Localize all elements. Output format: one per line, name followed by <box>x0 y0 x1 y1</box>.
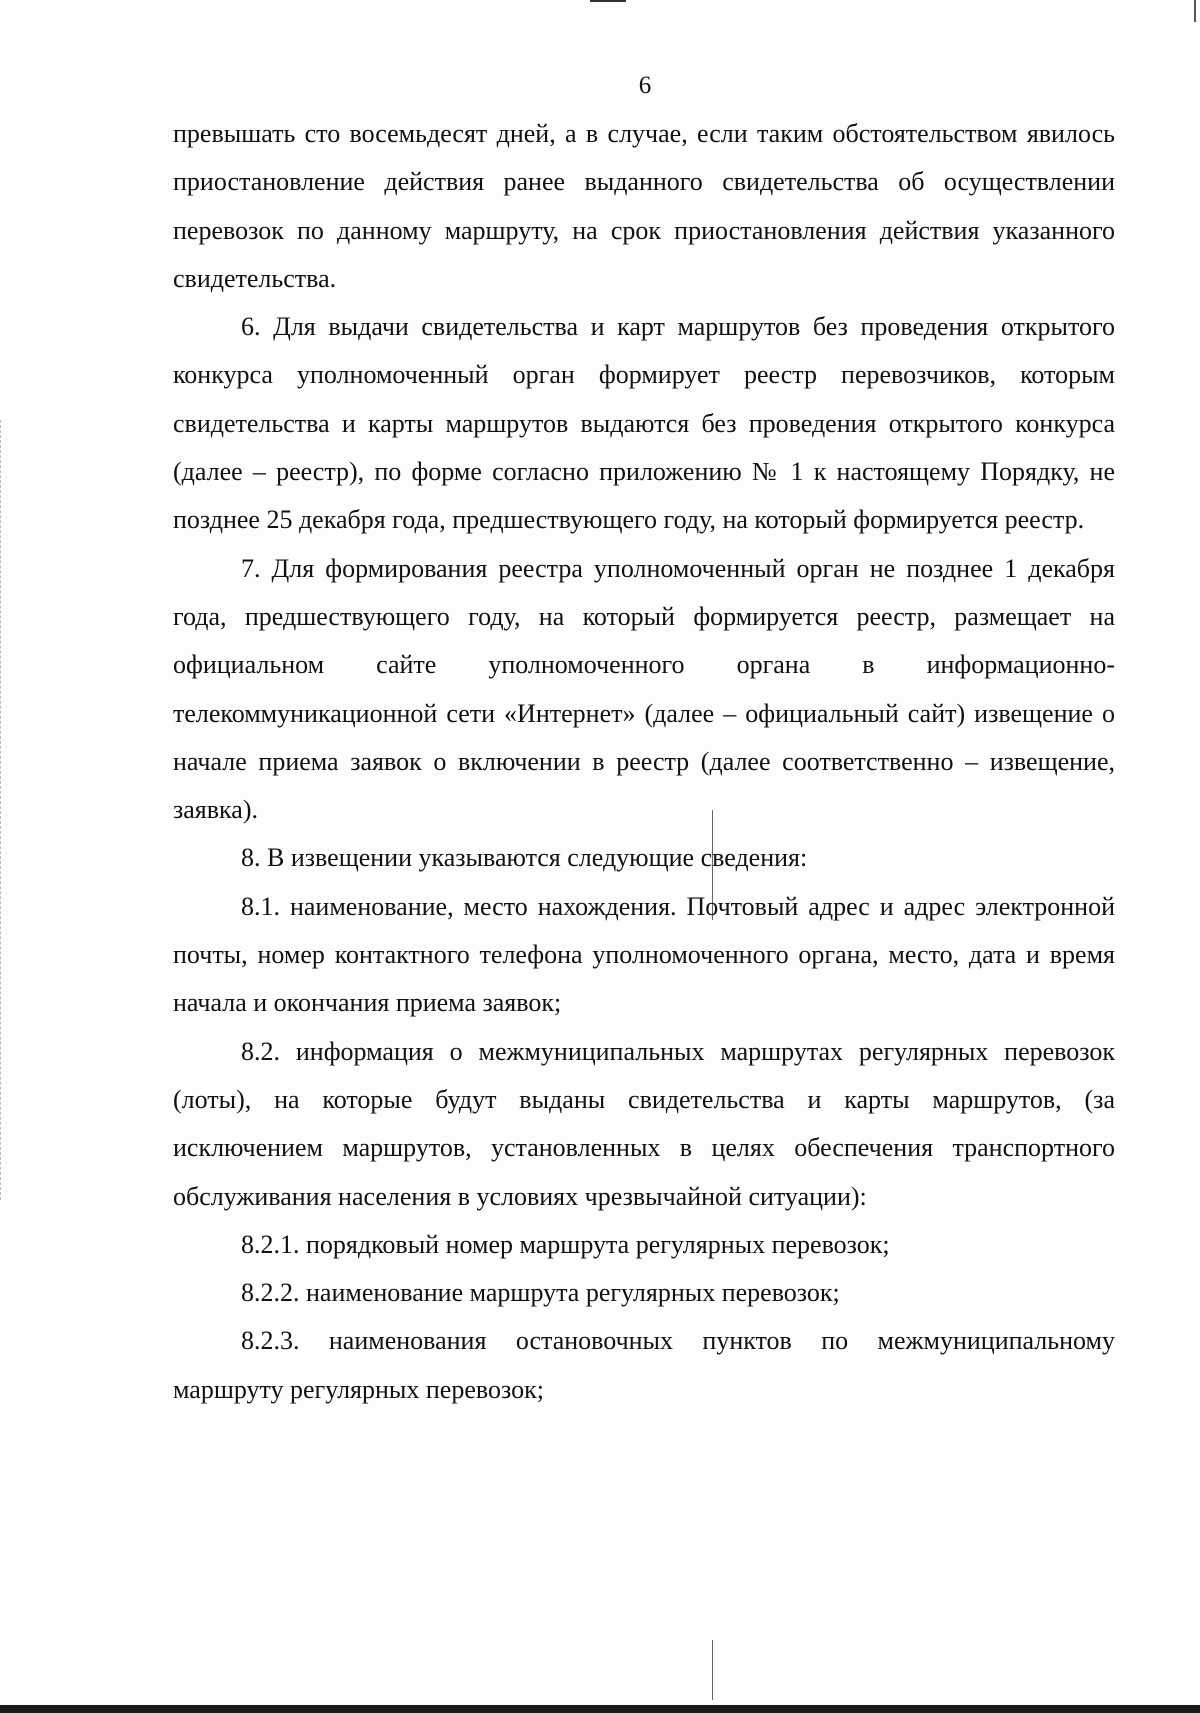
paragraph-8-1: 8.1. наименование, место нахождения. Почтовый адрес и адрес электронной почты, номер контактного телефона уполномоченного органа, место, дата и время начала и окончания приема заявок; <box>173 891 1115 1018</box>
paragraph-8-2-2: 8.2.2. наименование маршрута регулярных перевозок; <box>241 1278 840 1308</box>
scan-artifact-top <box>590 0 626 2</box>
paragraph-continuation: превышать сто восемьдесят дней, а в случае, если таким обстоятельством явилось приостановление действия ранее выданного свидетельства об осуществлении перевозок по данному маршруту, на срок приостановления действия указанного свидетельства. <box>173 119 1115 293</box>
paragraph-8-2: 8.2. информация о межмуниципальных маршрутах регулярных перевозок (лоты), на которые будут выданы свидетельства и карты маршрутов, (за исключением маршрутов, установленных в целях обеспечения транспортного обслуживания населения в условиях чрезвычайной ситуации): <box>173 1036 1115 1211</box>
scan-artifact-bottom-edge <box>0 1705 1200 1713</box>
page-number: 6 <box>638 72 652 99</box>
scan-artifact-left-edge <box>0 420 4 1200</box>
scan-artifact-fold-line-lower <box>712 1640 713 1700</box>
document-body <box>173 110 1115 1414</box>
paragraph-8-2-1: 8.2.1. порядковый номер маршрута регулярных перевозок; <box>241 1229 890 1259</box>
paragraph-8: 8. В извещении указываются следующие сведения: <box>241 843 808 873</box>
paragraph-7: 7. Для формирования реестра уполномоченный орган не позднее 1 декабря года, предшествующего году, на который формируется реестр, размещает на официальном сайте уполномоченного органа в информационно-телекоммуникационной сети «Интернет» (далее – официальный сайт) извещение о начале приема заявок о включении в реестр (далее соответственно – извещение, заявка). <box>173 553 1115 825</box>
paragraph-6: 6. Для выдачи свидетельства и карт маршрутов без проведения открытого конкурса уполномоченный орган формирует реестр перевозчиков, которым свидетельства и карты маршрутов выдаются без проведения открытого конкурса (далее – реестр), по форме согласно приложению № 1 к настоящему Порядку, не позднее 25 декабря года, предшествующего году, на который формируется реестр. <box>173 312 1115 535</box>
paragraph-8-2-3: 8.2.3. наименования остановочных пунктов по межмуниципальному маршруту регулярных перевозок; <box>173 1326 1115 1404</box>
scan-artifact-right <box>1194 0 1196 22</box>
